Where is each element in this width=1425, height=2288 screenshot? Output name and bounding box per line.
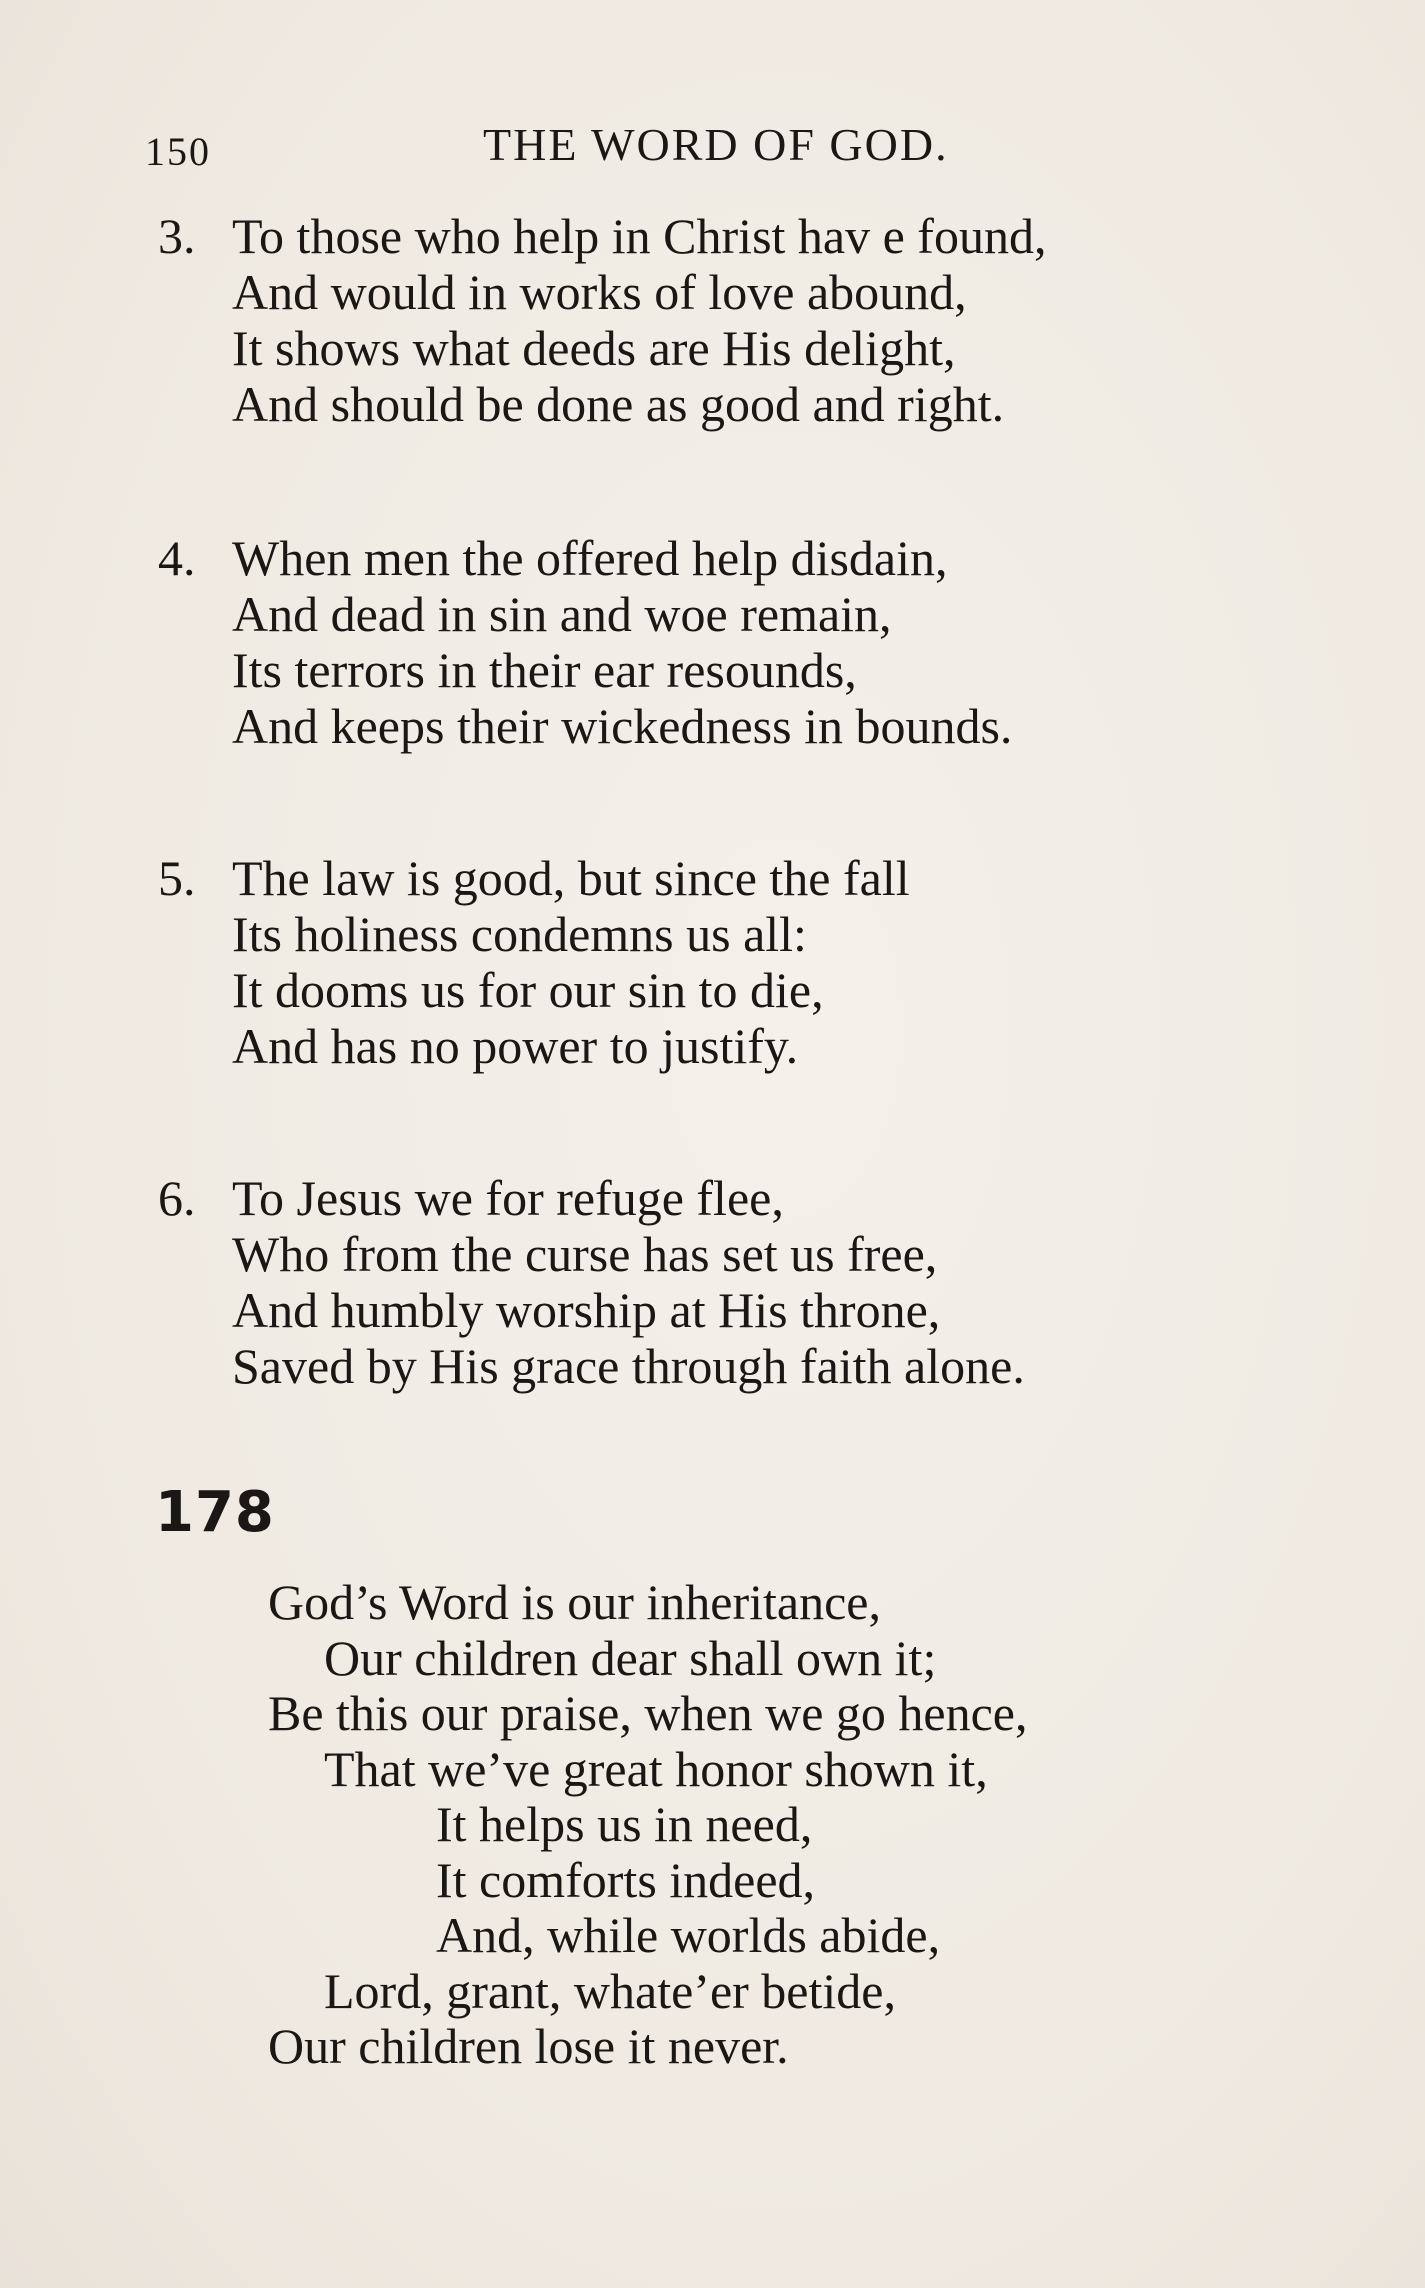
stanza-lines	[232, 1170, 1025, 1394]
hymn-line: Be this our praise, when we go hence,	[268, 1685, 1028, 1741]
hymn-178-text	[268, 1575, 1368, 2075]
hymn-line: It comforts indeed,	[436, 1851, 816, 1908]
hymn-number: 178	[155, 1480, 275, 1545]
stanza-number: 4.	[158, 530, 196, 586]
stanza-lines	[232, 850, 910, 1074]
stanza-lines	[232, 530, 1012, 754]
verse-line: And keeps their wickedness in bounds.	[232, 698, 1013, 754]
verse-line: And should be done as good and right.	[232, 376, 1005, 432]
stanza-number: 5.	[158, 850, 196, 906]
verse-line: The law is good, but since the fall	[232, 850, 910, 906]
hymn-line: Our children dear shall own it;	[324, 1629, 937, 1686]
hymn-line: It helps us in need,	[436, 1796, 813, 1852]
verse-line: It dooms us for our sin to die,	[232, 962, 824, 1018]
running-title: THE WORD OF GOD.	[483, 119, 949, 170]
hymn-line: That we’ve great honor shown it,	[324, 1740, 988, 1797]
verse-line: When men the offered help disdain,	[232, 530, 948, 586]
hymn-line: God’s Word is our inheritance,	[268, 1574, 881, 1630]
stanza-lines	[232, 208, 1046, 432]
hymn-line: Our children lose it never.	[268, 2018, 789, 2074]
verse-line: And humbly worship at His throne,	[232, 1282, 941, 1338]
stanza-number: 6.	[158, 1170, 196, 1226]
hymn-line: Lord, grant, whate’er betide,	[324, 1962, 896, 2019]
verse-line: It shows what deeds are His delight,	[232, 320, 956, 376]
verse-line: And dead in sin and woe remain,	[232, 586, 892, 642]
page-number: 150	[145, 129, 211, 174]
verse-line: Who from the curse has set us free,	[232, 1226, 938, 1282]
verse-line: To those who help in Christ hav e found,	[232, 208, 1047, 264]
verse-line: And would in works of love abound,	[232, 264, 967, 320]
verse-line: Its terrors in their ear resounds,	[232, 642, 857, 698]
verse-line: And has no power to justify.	[232, 1018, 799, 1074]
verse-line: Saved by His grace through faith alone.	[232, 1338, 1025, 1394]
hymn-line: And, while worlds abide,	[436, 1907, 941, 1963]
verse-line: Its holiness condemns us all:	[232, 906, 807, 962]
stanza-number: 3.	[158, 208, 196, 264]
page-header	[145, 118, 1305, 178]
verse-line: To Jesus we for refuge flee,	[232, 1170, 784, 1226]
